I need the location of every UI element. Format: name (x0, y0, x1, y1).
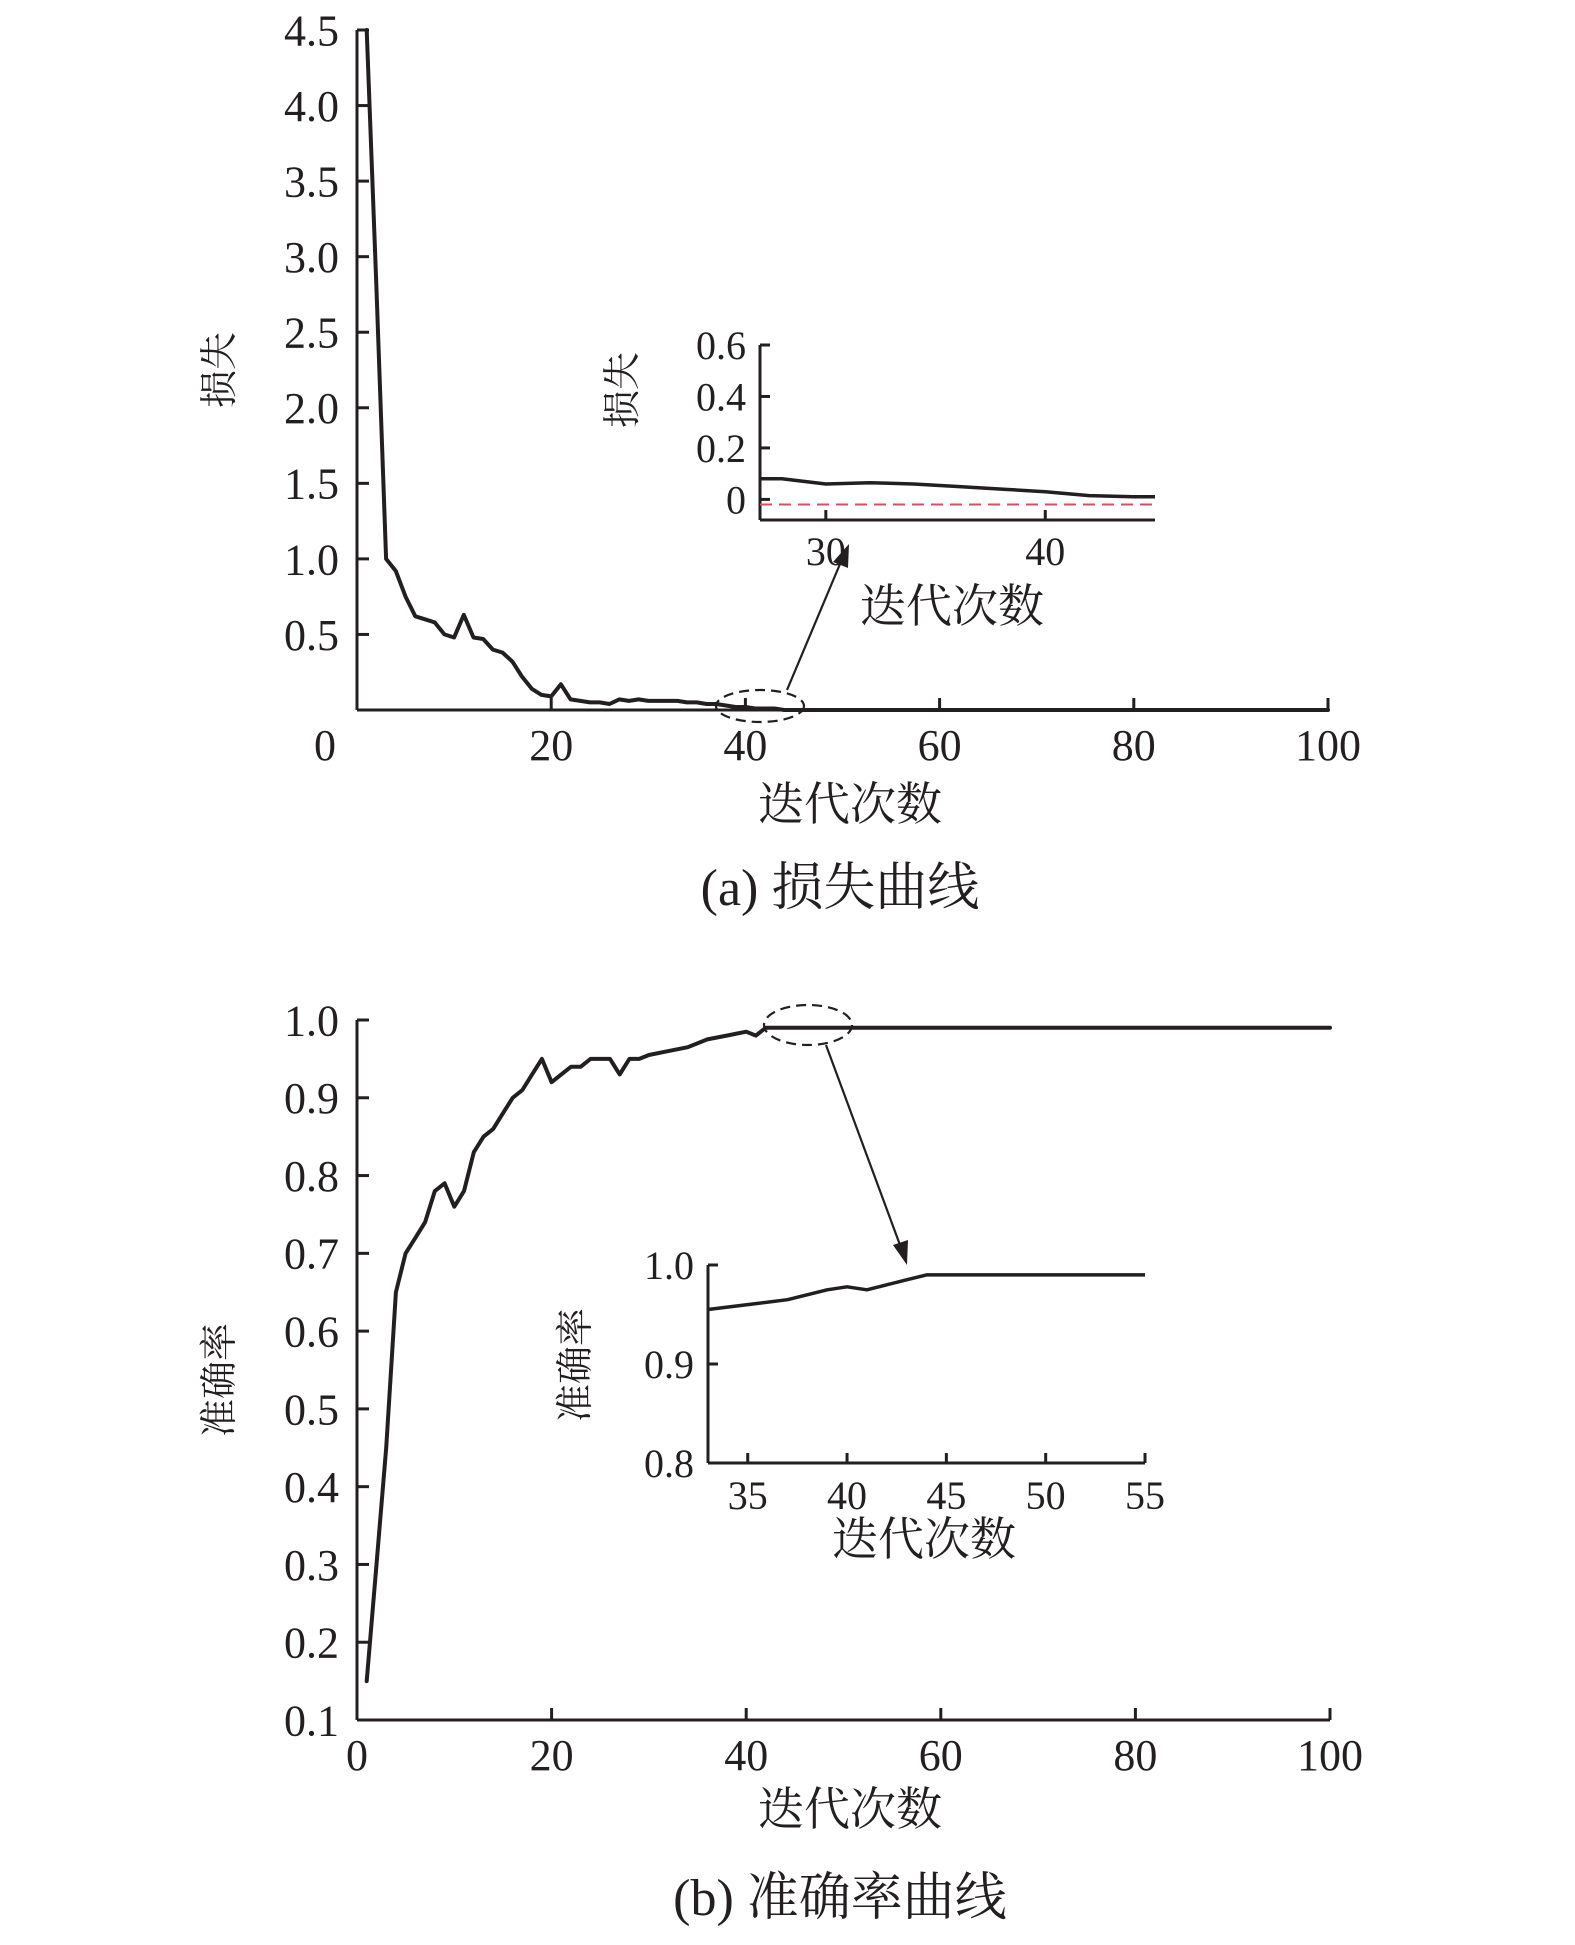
loss-y-tick-label: 3.5 (284, 157, 339, 207)
loss-inset-y-axis-label: 损失 (602, 351, 644, 429)
loss-x-tick-label: 40 (723, 721, 768, 770)
accuracy-y-tick-label: 0.1 (284, 1696, 339, 1746)
loss-inset-y-tick-label: 0.6 (696, 323, 746, 368)
accuracy-y-tick-label: 0.9 (284, 1074, 339, 1124)
loss-line (367, 30, 1328, 710)
loss-y-tick-label: 4.5 (284, 6, 339, 56)
accuracy-y-tick-label: 0.7 (284, 1229, 339, 1279)
accuracy-zoom-arrow (826, 1045, 900, 1245)
accuracy-zoom-arrowhead (893, 1240, 908, 1265)
accuracy-x-tick-label: 20 (529, 1731, 574, 1780)
accuracy-y-axis-label: 准确率 (199, 1322, 241, 1438)
loss-y-tick-label: 2.5 (284, 308, 339, 358)
accuracy-inset (555, 1243, 1165, 1565)
loss-y-tick-label: 3.0 (284, 233, 339, 283)
accuracy-line (367, 1028, 1330, 1681)
accuracy-x-tick-label: 80 (1113, 1731, 1158, 1780)
accuracy-panel-title: (b) 准确率曲线 (673, 1870, 1007, 1927)
accuracy-inset-y-axis-label: 准确率 (555, 1307, 597, 1423)
accuracy-y-tick-label: 0.4 (284, 1463, 339, 1513)
loss-x-tick-label: 20 (529, 721, 574, 770)
loss-y-tick-label: 0.5 (284, 610, 339, 660)
accuracy-inset-x-tick-label: 55 (1125, 1473, 1165, 1518)
loss-y-tick-label: 1.5 (284, 459, 339, 509)
accuracy-x-tick-label: 40 (724, 1731, 769, 1780)
accuracy-y-tick-label: 0.8 (284, 1151, 339, 1201)
loss-inset-y-tick-label: 0.2 (696, 425, 746, 471)
accuracy-zoom-callout (764, 1005, 852, 1045)
accuracy-inset-x-axis-label: 迭代次数 (832, 1514, 1016, 1565)
loss-x-tick-label: 100 (1295, 721, 1361, 770)
loss-x-tick-label: 80 (1111, 721, 1156, 770)
loss-inset (602, 323, 1155, 632)
loss-y-tick-label: 1.0 (284, 535, 339, 585)
accuracy-inset-y-tick-label: 1.0 (644, 1243, 694, 1288)
loss-x-tick-label: 60 (917, 721, 962, 770)
loss-inset-x-tick-label: 40 (1025, 529, 1066, 574)
loss-panel (199, 6, 1361, 917)
loss-inset-y-tick-label: 0.4 (696, 374, 746, 420)
accuracy-inset-y-tick-label: 0.9 (644, 1342, 694, 1387)
accuracy-inset-x-tick-label: 45 (926, 1473, 967, 1518)
loss-inset-plot-area (696, 323, 1155, 574)
loss-x-tick-label: 0 (314, 721, 336, 770)
loss-inset-line (760, 479, 1155, 497)
accuracy-inset-x-tick-label: 50 (1025, 1473, 1066, 1518)
accuracy-x-tick-label: 100 (1297, 1731, 1363, 1780)
loss-inset-x-axis-label: 迭代次数 (860, 581, 1044, 632)
loss-y-tick-label: 4.0 (284, 81, 339, 131)
accuracy-inset-y-tick-label: 0.8 (644, 1441, 694, 1486)
loss-x-axis-label: 迭代次数 (758, 779, 942, 830)
accuracy-y-tick-label: 0.6 (284, 1307, 339, 1357)
accuracy-plot-area (284, 996, 1363, 1780)
accuracy-inset-x-tick-label: 35 (727, 1473, 768, 1518)
accuracy-panel (199, 996, 1363, 1927)
loss-inset-y-tick-label: 0 (726, 477, 746, 523)
accuracy-x-tick-label: 0 (346, 1731, 368, 1780)
accuracy-y-tick-label: 0.2 (284, 1618, 339, 1668)
accuracy-inset-plot-area (644, 1243, 1165, 1518)
accuracy-inset-x-tick-label: 40 (827, 1473, 868, 1518)
loss-y-axis-label: 损失 (199, 331, 241, 409)
accuracy-x-tick-label: 60 (918, 1731, 963, 1780)
accuracy-y-tick-label: 0.3 (284, 1540, 339, 1590)
accuracy-y-tick-label: 0.5 (284, 1385, 339, 1435)
loss-panel-title: (a) 损失曲线 (700, 860, 980, 917)
accuracy-inset-line (708, 1275, 1145, 1310)
loss-inset-x-tick-label: 30 (805, 529, 846, 574)
accuracy-y-tick-label: 1.0 (284, 996, 339, 1046)
loss-plot-area (284, 6, 1361, 770)
loss-zoom-arrow (787, 564, 840, 690)
accuracy-x-axis-label: 迭代次数 (758, 1784, 942, 1835)
loss-y-tick-label: 2.0 (284, 384, 339, 434)
